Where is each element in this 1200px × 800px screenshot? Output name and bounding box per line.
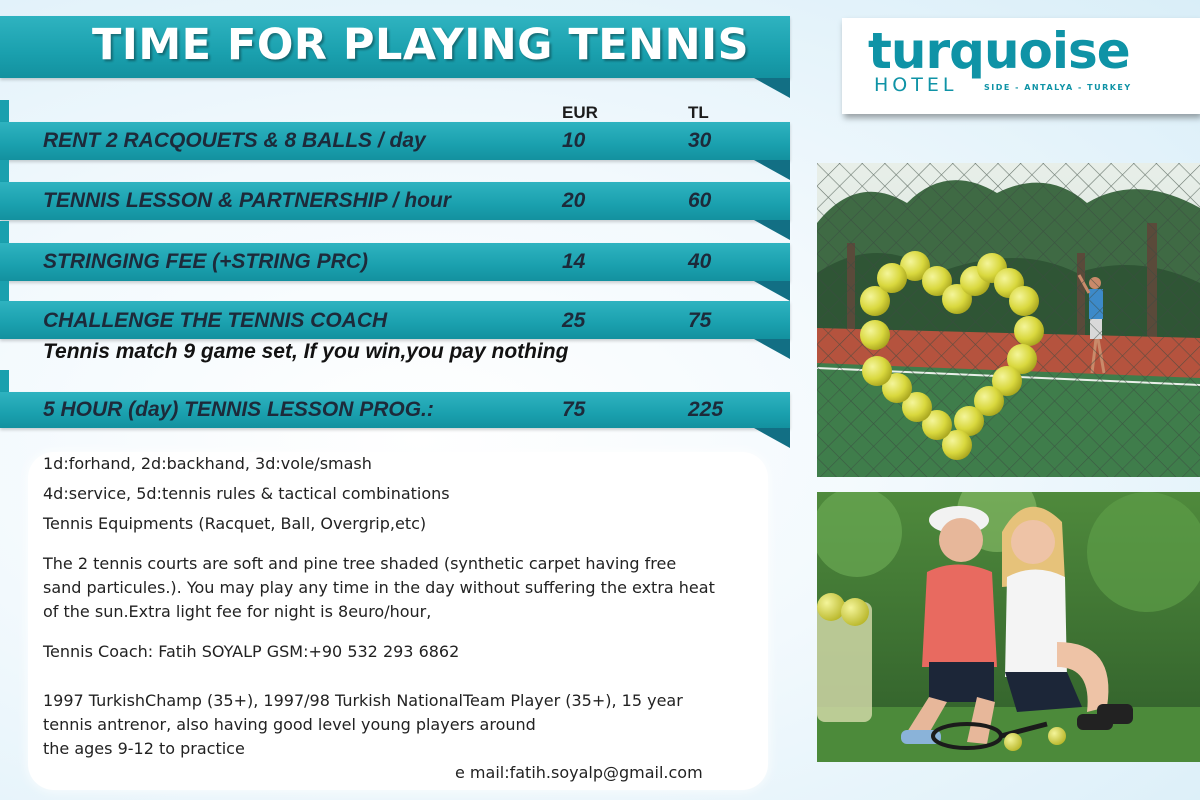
courts-description: of the sun.Extra light fee for night is 8euro/hour, bbox=[43, 602, 432, 621]
price-row-tl: 40 bbox=[688, 250, 712, 273]
page-title: TIME FOR PLAYING TENNIS bbox=[92, 20, 750, 70]
tennis-players-image bbox=[817, 492, 1200, 762]
price-row-fold bbox=[754, 281, 790, 301]
tennis-players-photo bbox=[817, 492, 1200, 762]
price-row-fold bbox=[754, 339, 790, 359]
coach-bio: 1997 TurkishChamp (35+), 1997/98 Turkish NationalTeam Player (35+), 15 year bbox=[43, 691, 683, 710]
column-header-tl: TL bbox=[688, 103, 709, 122]
equipment-line: Tennis Equipments (Racquet, Ball, Overgrip,etc) bbox=[43, 514, 427, 533]
price-row-tl: 60 bbox=[688, 189, 712, 212]
price-row-label: RENT 2 RACQOUETS & 8 BALLS / day bbox=[43, 129, 426, 152]
price-row-label: CHALLENGE THE TENNIS COACH bbox=[43, 309, 388, 332]
coach-email[interactable]: e mail:fatih.soyalp@gmail.com bbox=[455, 763, 703, 782]
lesson-program-line: 4d:service, 5d:tennis rules & tactical combinations bbox=[43, 484, 450, 503]
lesson-program-line: 1d:forhand, 2d:backhand, 3d:vole/smash bbox=[43, 454, 372, 473]
logo-hotel: HOTEL bbox=[874, 74, 958, 96]
price-row-eur: 75 bbox=[562, 398, 586, 421]
price-row-label: 5 HOUR (day) TENNIS LESSON PROG.: bbox=[43, 398, 434, 421]
coach-bio: tennis antrenor, also having good level young players around bbox=[43, 715, 536, 734]
courts-description: sand particules.). You may play any time in the day without suffering the extra heat bbox=[43, 578, 715, 597]
price-row-label: TENNIS LESSON & PARTNERSHIP / hour bbox=[43, 189, 451, 212]
price-row-label: STRINGING FEE (+STRING PRC) bbox=[43, 250, 368, 273]
row-tab bbox=[0, 100, 9, 122]
tennis-balls-heart-photo bbox=[817, 163, 1200, 477]
price-row-eur: 14 bbox=[562, 250, 586, 273]
courts-description: The 2 tennis courts are soft and pine tree shaded (synthetic carpet having free bbox=[43, 554, 677, 573]
row-tab bbox=[0, 370, 9, 392]
row-tab bbox=[0, 221, 9, 243]
price-row-tl: 225 bbox=[688, 398, 724, 421]
logo-wordmark: turquoise bbox=[868, 22, 1130, 80]
row-tab bbox=[0, 281, 9, 301]
row-tab bbox=[0, 160, 9, 182]
price-row-eur: 20 bbox=[562, 189, 586, 212]
price-row-fold bbox=[754, 160, 790, 180]
hotel-logo bbox=[842, 18, 1200, 114]
price-row-eur: 10 bbox=[562, 129, 586, 152]
price-row-fold bbox=[754, 428, 790, 448]
coach-bio: the ages 9-12 to practice bbox=[43, 739, 245, 758]
tennis-balls-heart-image bbox=[817, 163, 1200, 477]
price-row-fold bbox=[754, 220, 790, 240]
price-row-tl: 75 bbox=[688, 309, 712, 332]
logo-location: SIDE - ANTALYA - TURKEY bbox=[984, 83, 1132, 92]
challenge-note: Tennis match 9 game set, If you win,you pay nothing bbox=[43, 340, 569, 363]
column-header-eur: EUR bbox=[562, 103, 598, 122]
price-row-eur: 25 bbox=[562, 309, 586, 332]
price-row-tl: 30 bbox=[688, 129, 712, 152]
title-banner-fold bbox=[754, 78, 790, 98]
coach-contact: Tennis Coach: Fatih SOYALP GSM:+90 532 293 6862 bbox=[43, 642, 460, 661]
